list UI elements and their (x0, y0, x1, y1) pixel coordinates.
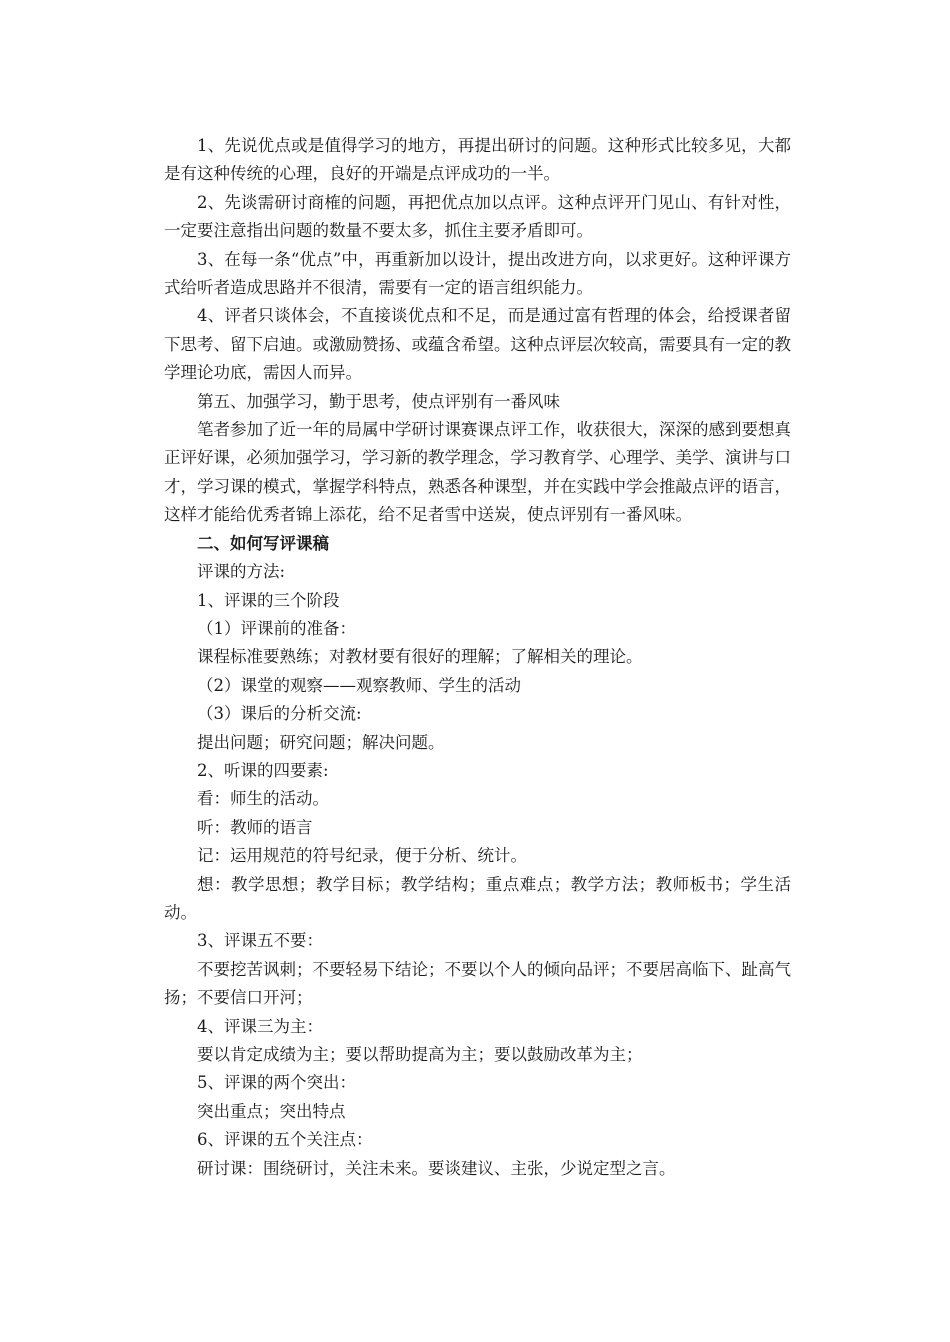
item-three-mains: 4、评课三为主： (197, 1016, 323, 1036)
two-highlights-detail: 突出重点；突出特点 (197, 1101, 346, 1121)
sub-item-observation: （2）课堂的观察——观察教师、学生的活动 (197, 675, 521, 695)
item-two-highlights: 5、评课的两个突出： (197, 1073, 356, 1093)
focus-research-lesson: 研讨课：围绕研讨，关注未来。要谈建议、主张，少说定型之言。 (197, 1158, 676, 1178)
paragraph-point-1: 1、先说优点或是值得学习的地方，再提出研讨的问题。这种形式比较多见，大都是有这种传统的心理，良好的开端是点评成功的一半。 (164, 136, 791, 184)
item-five-focus-points: 6、评课的五个关注点： (197, 1130, 373, 1150)
element-look: 看：师生的活动。 (197, 789, 329, 809)
section-heading-how-to-write: 二、如何写评课稿 (197, 533, 329, 553)
item-three-stages: 1、评课的三个阶段 (197, 590, 340, 610)
sub-item-analysis: （3）课后的分析交流: (197, 704, 362, 724)
paragraph-point-4: 4、评者只谈体会，不直接谈优点和不足，而是通过富有哲理的体会，给授课者留下思考、留下启迪。或激励赞扬、或蕴含希望。这种点评层次较高，需要具有一定的教学理论功底，需因人而异。 (164, 306, 791, 383)
five-donts-detail: 不要挖苦讽刺；不要轻易下结论；不要以个人的倾向品评；不要居高临下、趾高气扬；不要信口开河； (164, 959, 791, 1008)
preparation-detail: 课程标准要熟练；对教材要有很好的理解；了解相关的理论。 (197, 647, 643, 667)
analysis-detail: 提出问题；研究问题；解决问题。 (197, 732, 445, 752)
item-five-donts: 3、评课五不要： (197, 931, 323, 951)
element-listen: 听：教师的语言 (197, 817, 313, 837)
methods-label: 评课的方法: (197, 562, 286, 582)
section-five-title: 第五、加强学习，勤于思考，使点评别有一番风味 (197, 391, 560, 411)
three-mains-detail: 要以肯定成绩为主；要以帮助提高为主；要以鼓励改革为主； (197, 1045, 643, 1064)
element-record: 记：运用规范的符号纪录，便于分析、统计。 (197, 846, 527, 866)
item-four-elements: 2、听课的四要素: (197, 760, 329, 780)
paragraph-point-3: 3、在每一条“优点”中，再重新加以设计，提出改进方向，以求更好。这种评课方式给听者造成思路并不很清，需要有一定的语言组织能力。 (164, 249, 791, 298)
sub-item-preparation: （1）评课前的准备： (197, 618, 356, 638)
paragraph-author-experience: 笔者参加了近一年的局属中学研讨课赛课点评工作，收获很大，深深的感到要想真正评好课，必须加强学习，学习新的教学理念，学习教育学、心理学、美学、演讲与口才，学习课的模式，掌握学科特点，熟悉各种课型，并在实践中学会推敲点评的语言，这样才能给优秀者锦上添花，给不足者雪中送炭，使点评别有一番风味。 (164, 420, 791, 525)
document-body (164, 132, 791, 1183)
element-think: 想：教学思想；教学目标；教学结构；重点难点；教学方法；教师板书；学生活动。 (164, 874, 791, 922)
paragraph-point-2: 2、先谈需研讨商榷的问题，再把优点加以点评。这种点评开门见山、有针对性，一定要注意指出问题的数量不要太多，抓住主要矛盾即可。 (164, 192, 791, 241)
